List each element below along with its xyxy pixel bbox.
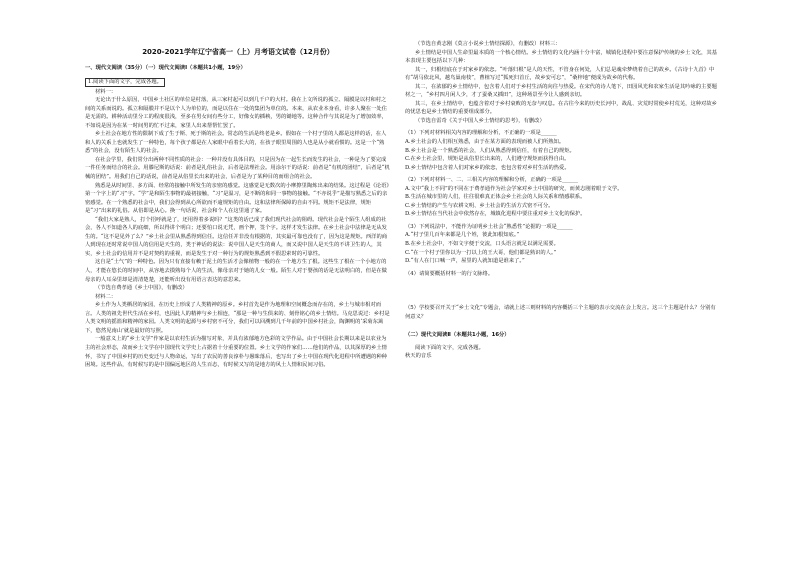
option: C.“在一个村子里你以为一打以上的王大哥，他们都是熟识的人。” bbox=[405, 249, 557, 256]
paragraph: 其一，归根结底在于对家乡的依恋。“叶落归根”是人的天性，不管身在何处，人们总是魂牵梦绕着自己的故乡。《古诗十九首》中有“胡马依北风，越鸟巢南枝”，曹植写过“狐死归首丘，故乡安可忘”，“桑梓地”便成为故乡的代称。 bbox=[405, 66, 715, 82]
paragraph: 其二，在浓郁的乡土情结中，包含着人们对于乡村生活的向往与热爱。在宋代的诗人笔下，田园风光和农家生活是其吟咏的主要题材之一，“乡村四月闲人少，才了蚕桑又插田”，这种场景至今让人感到亲切。 bbox=[405, 83, 717, 99]
option: D.乡土情结在当代社会中依然存在，城镇化进程中要注重对乡土文化的保护。 bbox=[405, 211, 586, 218]
paragraph: 其三，在乡土情结中，也蕴含着对于乡村衰败的无奈与叹息。在古往今来的历史长河中，战乱、灾荒时常使乡村荒芜，这种对故乡的忧思也是乡土情结的重要组成部分。 bbox=[405, 100, 717, 116]
section-heading-2: （二）现代文阅读Ⅱ（本题共1小题，16分） bbox=[405, 332, 510, 339]
option: B.在乡土社会中，不如文字便于交流，口头语言就足以满足需要。 bbox=[405, 241, 559, 248]
story-title: 秋天的音乐 bbox=[405, 353, 432, 360]
section-heading-1: 一、现代文阅读（35分）（一）现代文阅读Ⅰ（本题共1小题，19分） bbox=[85, 65, 246, 71]
question-1: （1）下列对材料相关内容的理解和分析，不正确的一项是______ bbox=[405, 130, 557, 137]
question-instruction-box: 1.阅读下面的文字，完成各题。 bbox=[85, 78, 165, 87]
answer-space bbox=[405, 278, 718, 304]
option: B.乡土社会是一个熟悉的社会，人们从熟悉得到信任，有着自己的规矩。 bbox=[405, 147, 575, 154]
paragraph: 乡土情结是中国人生命里最本质的一个核心情结。乡土情结的文化内涵十分丰富，城镇化进程中要注意保护传统的乡土文化，其基本表现主要包括以下几种： bbox=[405, 49, 717, 65]
question-4: （4）请简要概括材料一的行文脉络。 bbox=[405, 270, 494, 277]
option: A.乡土社会的人们相互熟悉，由于在某方面的表现而被人们所熟知。 bbox=[405, 139, 565, 146]
exam-title: 2020-2021学年辽宁省高一（上）月考语文试卷（12月份） bbox=[142, 48, 334, 56]
paragraph: 熟悉是从时间里、多方面、经常的接触中所发生的亲密的感觉。这感觉是无数次的小摩擦里陶炼出来的结果。这过程是《论语》第一个字上的“习”字。“学”是和陌生事物的最初接触，“习”是温习，是不断的和同一事物的接触。“不亦说乎”是描写熟悉之后的亲密感觉。在一个熟悉的社会中，我们会得到从心所欲而不逾规矩的自由。这和法律所保障的自由不同。规矩不是法律，规矩是“习”出来的礼俗。从俗即是从心。换一句话说，社会和个人在这里通了家。 bbox=[85, 182, 389, 215]
paragraph: 乡土社会在地方性的限制下成了生于斯、死于斯的社会。常态的生活是终老是乡。假如在一个村子里的人都是这样的话，在人和人的关系上也就发生了一种特色，每个孩子都是在人家眼中看着长大的，在孩子眼里周围的人也是从小就看惯的。这是一个“熟悉”的社会，没有陌生人的社会。 bbox=[85, 131, 387, 155]
option: D.“有人在门口喊一声，屋里的人就知道是谁来了。” bbox=[405, 258, 525, 265]
source-header: （节选自黄志刚《莫言小说乡土情结探源》，有删改）材料三： bbox=[415, 41, 561, 47]
option: C.乡土情结的产生与农耕文明、乡土社会的生活方式密不可分。 bbox=[405, 202, 554, 209]
right-column bbox=[405, 40, 718, 558]
instruction-2: 阅读下面的文字，完成各题。 bbox=[415, 344, 484, 351]
paragraph: “我们大家是熟人，打个招呼就是了，还用得着多说吗？”这类的话已成了我们现代社会的阻碍。现代社会是个陌生人组成的社会，各人不知道各人的底细，所以得讲个明白；还要怕口说无凭，画个押，签个字。这样才发生法律。在乡土社会中法律是无从发生的。“这不是见外了么？”乡土社会里从熟悉得到信任。这信任并非没有根据的，其实最可靠也没有了，因为这是规矩。西洋的商人到现在还时常说中国人的信用是天生的，类于神话的说法：说中国人是天生的商人，而又说中国人是天生的不讲卫生的人，其实，乡土社会的信用并不是对契约的重视，而是发生于对一种行为的规矩熟悉到不假思索时的可靠性。 bbox=[85, 216, 388, 257]
left-column bbox=[85, 38, 391, 558]
material-label-1: 材料一： bbox=[95, 88, 117, 95]
paragraph: 无论出于什么原因，中国乡土社区的单位是村落，从三家村起可以到几千户的大村。我在上文所说的孤立、隔膜是以村和村之间的关系而说的。孤立和隔膜并不是以个人为单位的，而是以住在一处的集团为单位的。本来，从农业本身看，许多人聚在一处住是无需的。耕种活动里分工的程度很浅，至多在男女间有些分工，好像女的插秧，男的锄地等。这种合作与其说是为了增加效率，不如说是因为在某一时间男的忙不过来，家里人出来帮帮忙罢了。 bbox=[85, 97, 387, 129]
option: C.在乡土社会里，规矩是从俗里长出来的，人们遵守规矩而获得自由。 bbox=[405, 156, 570, 163]
question-2: （2）下列对材料一、二、三相关内容的理解和分析，正确的一项是______ bbox=[405, 177, 578, 184]
source-note: （节选自雷奇《关于中国人乡土情结的思考》，有删改） bbox=[415, 117, 545, 124]
option: B.生活在城市里的人们，往往很难真正体会乡土社会的人际关系和情感联系。 bbox=[405, 194, 586, 201]
paragraph: 一般意义上的“乡土文学”作家是以农村生活为描写对象，并具有浓郁地方色彩的文学作品。由于中国社会长期以来是以农业为主的社会形态，故而乡土文学在中国现代文学史上占据着十分重要的位置。乡土文学的作家们……他们的作品，以其深厚的乡土情怀，书写了中国乡村的历史变迁与人物命运，写出了农民的善良淳朴与愚昧落后，也写出了乡土中国在现代化进程中所遭遇的种种困境。这些作品，有时候写的是中国偏远地区的人生百态，有时候又写的是地方的风土人情和民间习俗。 bbox=[85, 336, 387, 369]
instruction bbox=[85, 77, 391, 88]
paragraph: 在社会学里，我们常分出两种不同性质的社会：一种并没有具体目的，只是因为在一起生长而发生的社会，一种是为了要完成一件任务而结合的社会。用滕尼斯的话说：前者是礼俗社会，后者是法理社会。用涂尔干的话说：前者是“有机的团结”，后者是“机械的团结”。用我们自己的话说，前者是从俗里长出来的社会，后者是为了某种目的而组合的社会。 bbox=[85, 156, 390, 181]
paragraph: 这自是“土气”的一种特色。因为只有直接有赖于泥土的生活才会像植物一般的在一个地方生了根。这些生了根在一个小地方的人，才能在悠长的时间中，从容地去摸熟每个人的生活，像母亲对于她的儿女一般。陌生人对于婴孩的话是无法明白的，但是在做母亲的人耳朵里却是清清楚楚，还能听出没有用语言表达的意思来。 bbox=[85, 259, 387, 283]
option: A.“村子里几百年来都是几个姓，彼此知根知底。” bbox=[405, 232, 520, 239]
option: A.文中“我上不同”的不同在于费孝通作为社会学家对乡土中国的研究，而黄志刚着眼于文学。 bbox=[405, 185, 623, 192]
question-3: （3）下列说法中，不能作为证明乡土社会“熟悉性”论据的一项是______ bbox=[405, 223, 573, 230]
option: D.乡土情结中包含着人们对家乡的依恋，也包含着对乡村生活的热爱。 bbox=[405, 164, 570, 171]
material-label-2: 材料二： bbox=[95, 293, 117, 300]
question-5: （5）学校要召开关于“乡土文化”专题会，请就上述三则材料的内容概括三个主题的表示交流在会上发言。这三个主题是什么？分别有何意义？ bbox=[405, 305, 716, 320]
paragraph: 乡土作为人类栖居的家园，在历史上形成了人类精神的原乡。乡村首先是作为地理和空间概念而存在的，乡土与城市相对而言。人类的祖先世代生活在乡村，也因此人的精神与乡土相连，“那是一种与生俱来的、刻骨铭心的乡土情结。马克思说过：乡村是人类文明的摇篮和精神的家园。人类文明的起源与乡村密不可分，我们可以回溯到几千年前的中国乡村社会，陶渊明的‘采菊东篱下，悠然见南山’就是最好的写照。 bbox=[85, 302, 390, 334]
source-note: （节选自费孝通《乡土中国》，有删改） bbox=[95, 285, 188, 292]
